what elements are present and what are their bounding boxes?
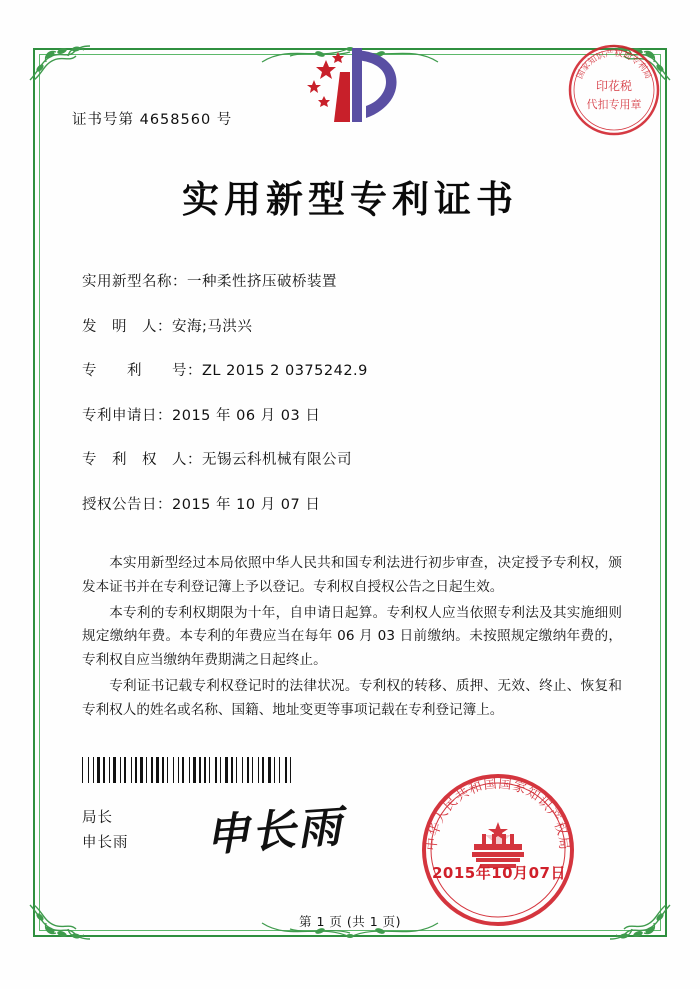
field-label: 专利申请日：: [82, 407, 172, 424]
corner-ornament-top-left: [28, 42, 94, 82]
field-label: 实用新型名称：: [82, 274, 187, 290]
field-value: 一种柔性挤压破桥装置: [187, 274, 337, 290]
handwritten-signature: 申长雨: [203, 801, 345, 862]
field-label: 发 明 人：: [82, 318, 172, 335]
official-seal: [418, 770, 578, 930]
paragraph: 专利证书记载专利权登记时的法律状况。专利权的转移、质押、无效、终止、恢复和专利权人的姓名或名称、国籍、地址变更等事项记载在专利登记簿上。: [82, 677, 622, 718]
patent-barcode: [82, 757, 337, 783]
paragraph: 本专利的专利权期限为十年，自申请日起算。专利权人应当依照专利法及其实施细则规定缴纳年费。本专利的年费应当在每年 06 月 03 日前缴纳。未按照规定缴纳年费的，专利权自应当缴纳年费期满之日起终止。: [82, 604, 622, 669]
page-footer: 第 1 页 (共 1 页): [298, 914, 402, 929]
field-value: 2015 年 06 月 03 日: [172, 407, 321, 424]
director-title-label: 局长: [82, 810, 113, 826]
field-row-patentee: [82, 453, 640, 468]
field-label: 专 利 权 人：: [82, 452, 202, 468]
svg-text:国家知识产权局专利局: 国家知识产权局专利局: [575, 48, 653, 81]
director-signature-block: [82, 806, 129, 855]
field-row-application-date: [82, 409, 640, 424]
field-row-grant-date: [82, 498, 640, 513]
field-value: 2015 年 10 月 07 日: [172, 496, 321, 513]
svg-text:中华人民共和国国家知识产权局: 中华人民共和国国家知识产权局: [424, 776, 572, 852]
field-value: 安海;马洪兴: [172, 318, 253, 335]
director-name-label: 申长雨: [82, 834, 129, 851]
field-value: ZL 2015 2 0375242.9: [202, 363, 368, 379]
seal-date: 2015年10月07日: [432, 864, 566, 882]
svg-text:代扣专用章: 代扣专用章: [586, 98, 642, 111]
svg-text:印花税: 印花税: [595, 79, 633, 93]
legal-text: [60, 552, 640, 722]
fields-list: [60, 275, 640, 512]
certificate-number: 证书号第 4658560 号: [72, 112, 233, 128]
field-row-patent-number: [82, 364, 640, 379]
field-label: 授权公告日：: [82, 496, 172, 513]
field-value: 无锡云科机械有限公司: [202, 452, 352, 468]
field-row-inventor: [82, 320, 640, 335]
certificate-content: [60, 80, 640, 724]
field-row-utility-model-name: [82, 275, 640, 290]
field-label: 专 利 号：: [82, 363, 202, 379]
page-title: 实用新型专利证书: [182, 177, 518, 221]
paragraph: 本实用新型经过本局依照中华人民共和国专利法进行初步审查，决定授予专利权，颁发本证书并在专利登记簿上予以登记。专利权自授权公告之日起生效。: [82, 555, 622, 595]
